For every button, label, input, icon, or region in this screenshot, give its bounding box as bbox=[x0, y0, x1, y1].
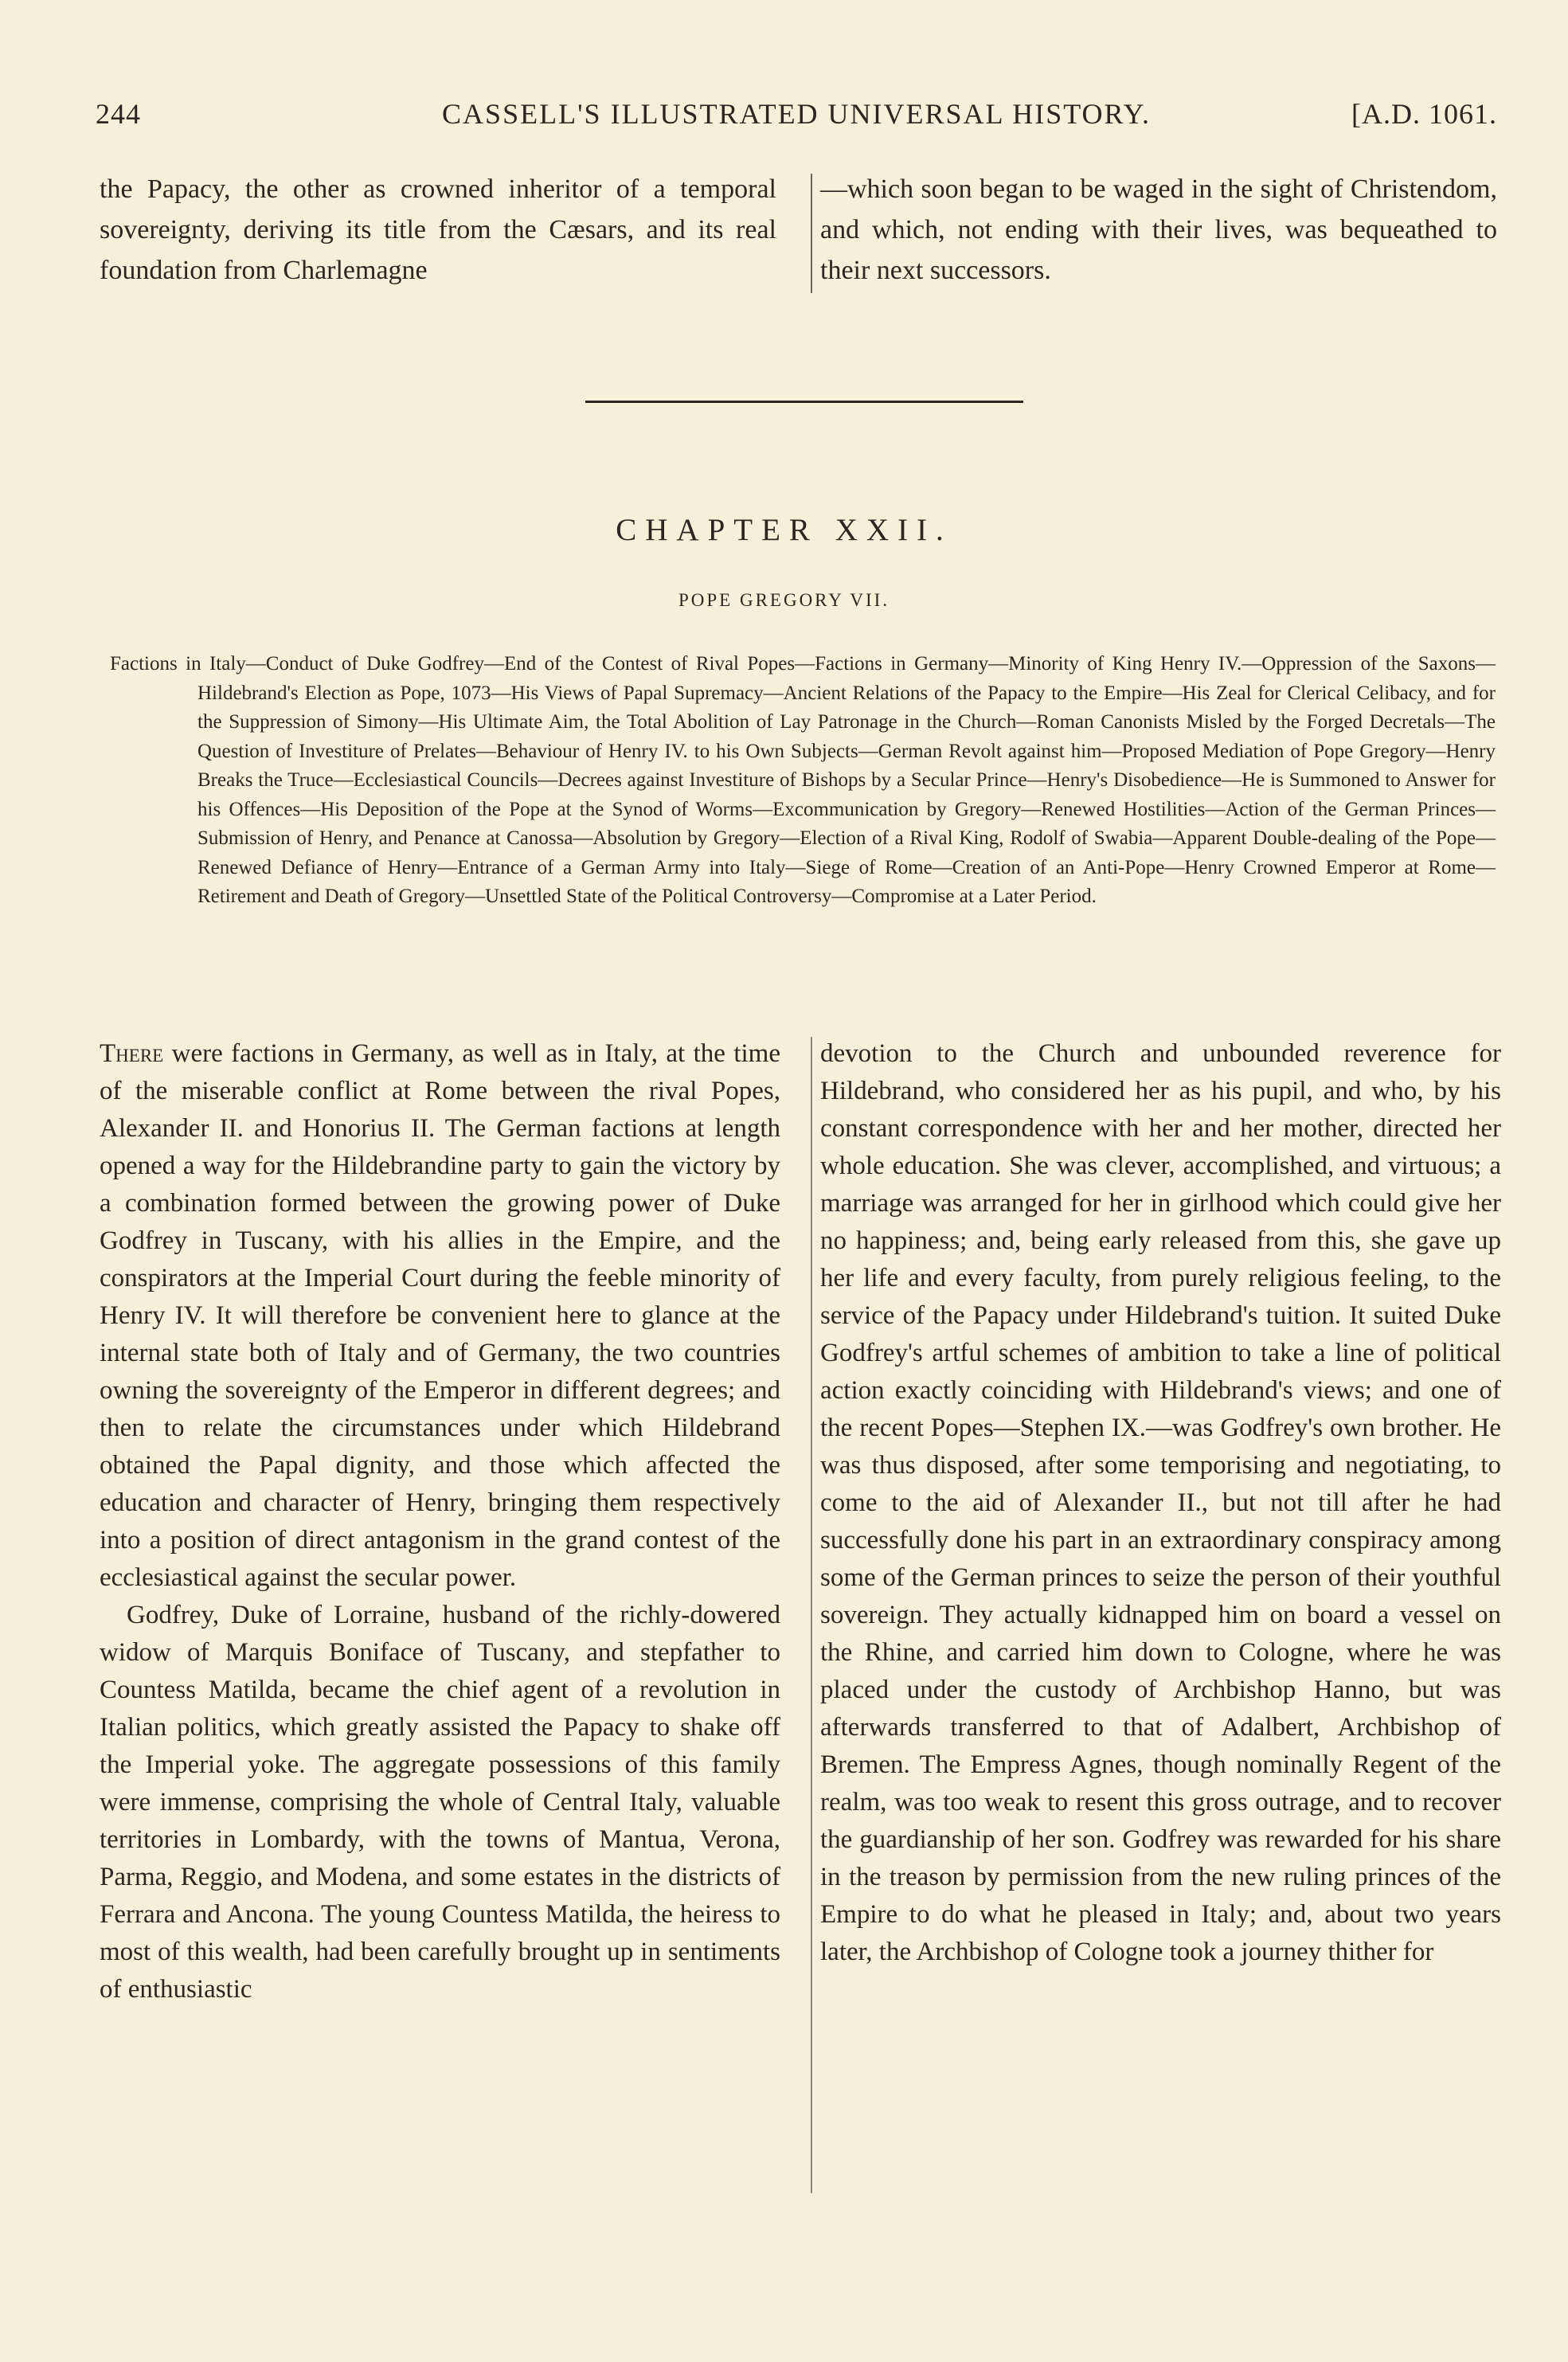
column-rule-body bbox=[811, 1037, 812, 2193]
top-right-column bbox=[820, 169, 1497, 291]
paragraph-1-lead-word: There bbox=[100, 1039, 164, 1068]
top-columns bbox=[100, 169, 1497, 296]
paragraph-1 bbox=[100, 1035, 780, 1597]
running-head bbox=[96, 97, 1497, 137]
synopsis-text: Factions in Italy—Conduct of Duke Godfrey—End of the Contest of Rival Popes—Factions in Germany—Minority of King Henry IV.—Oppression of the Saxons—Hildebrand's Election as Pope, 1073—His Views of Papal Supremacy—Ancient Relations of the Papacy to the Empire—His Zeal for Clerical Celibacy, and for the Suppression of Simony—His Ultimate Aim, the Total Abolition of Lay Patronage in the Church—Roman Canonists Misled by the Forged Decretals—The Question of Investiture of Prelates—Behaviour of Henry IV. to his Own Subjects—German Revolt against him—Proposed Mediation of Pope Gregory—Henry Breaks the Truce—Ecclesiastical Councils—Decrees against Investiture of Bishops by a Secular Prince—Henry's Disobedience—He is Summoned to Answer for his Offences—His Deposition of the Pope at the Synod of Worms—Excommunication by Gregory—Renewed Hostilities—Action of the German Princes—Submission of Henry, and Penance at Canossa—Absolution by Gregory—Election of a Rival King, Rodolf of Swabia—Apparent Double-dealing of the Pope—Renewed Defiance of Henry—Entrance of a German Army into Italy—Siege of Rome—Creation of an Anti-Pope—Henry Crowned Emperor at Rome—Retirement and Death of Gregory—Unsettled State of the Political Controversy—Compromise at a Later Period. bbox=[110, 653, 1496, 907]
page-number: 244 bbox=[96, 98, 141, 130]
body-left-column bbox=[100, 1035, 780, 2008]
chapter-heading: CHAPTER XXII. bbox=[616, 513, 952, 547]
chapter-synopsis bbox=[110, 650, 1496, 912]
paragraph-2-continued: devotion to the Church and unbounded reverence for Hildebrand, who considered her as his pupil, and who, by his constant correspondence with her and her mother, directed her whole education. She was clever, accomplished, and virtuous; a marriage was arranged for her in girlhood which could give her no happiness; and, being early released from this, she gave up her life and every faculty, from purely religious feeling, to the service of the Papacy under Hildebrand's tuition. It suited Duke Godfrey's artful schemes of ambition to take a line of political action exactly coinciding with Hildebrand's views; and one of the recent Popes—Stephen IX.—was Godfrey's own brother. He was thus disposed, after some temporising and negotiating, to come to the aid of Alexander II., but not till after he had successfully done his part in an extraordinary conspiracy among some of the German princes to seize the person of their youthful sovereign. They actually kidnapped him on board a vessel on the Rhine, and carried him down to Cologne, where he was placed under the custody of Archbishop Hanno, but was afterwards transferred to that of Adalbert, Archbishop of Bremen. The Empress Agnes, though nominally Regent of the realm, was too weak to resent this gross outrage, and to recover the guardianship of her son. Godfrey was rewarded for his share in the treason by permission from the new ruling princes of the Empire to do what he pleased in Italy; and, about two years later, the Archbishop of Cologne took a journey thither for bbox=[820, 1039, 1501, 1966]
running-date: [A.D. 1061. bbox=[1351, 98, 1497, 130]
body-right-column bbox=[820, 1035, 1501, 1971]
column-rule-top bbox=[811, 174, 812, 293]
body-columns bbox=[100, 1035, 1501, 2190]
running-title: CASSELL'S ILLUSTRATED UNIVERSAL HISTORY. bbox=[442, 98, 1151, 130]
paragraph-2: Godfrey, Duke of Lorraine, husband of the richly-dowered widow of Marquis Boniface of Tuscany, and stepfather to Countess Matilda, became the chief agent of a revolution in Italian politics, which greatly assisted the Papacy to shake off the Imperial yoke. The aggregate possessions of this family were immense, comprising the whole of Central Italy, valuable territories in Lombardy, with the towns of Mantua, Verona, Parma, Reggio, and Modena, and some estates in the districts of Ferrara and Ancona. The young Countess Matilda, the heiress to most of this wealth, had been carefully brought up in sentiments of enthusiastic bbox=[100, 1601, 780, 2004]
top-left-text: the Papacy, the other as crowned inheritor of a temporal sovereignty, deriving its title from the Cæsars, and its real foundation from Charlemagne bbox=[100, 174, 776, 285]
top-left-column bbox=[100, 169, 776, 291]
top-right-text: —which soon began to be waged in the sight of Christendom, and which, not ending with their lives, was bequeathed to their next successors. bbox=[820, 174, 1497, 285]
section-divider bbox=[585, 401, 1023, 403]
chapter-subtitle: POPE GREGORY VII. bbox=[678, 590, 890, 610]
paragraph-1-text: were factions in Germany, as well as in Italy, at the time of the miserable conflict at Rome between the rival Popes, Alexander II. and Honorius II. The German factions at length opened a way for the Hildebrandine party to gain the victory by a combination formed between the growing power of Duke Godfrey in Tuscany, with his allies in the Empire, and the conspirators at the Imperial Court during the feeble minority of Henry IV. It will therefore be convenient here to glance at the internal state both of Italy and of Germany, the two countries owning the sovereignty of the Emperor in different degrees; and then to relate the circumstances under which Hildebrand obtained the Papal dignity, and those which affected the education and character of Henry, bringing them respectively into a position of direct antagonism in the grand contest of the ecclesiastical against the secular power. bbox=[100, 1039, 780, 1592]
